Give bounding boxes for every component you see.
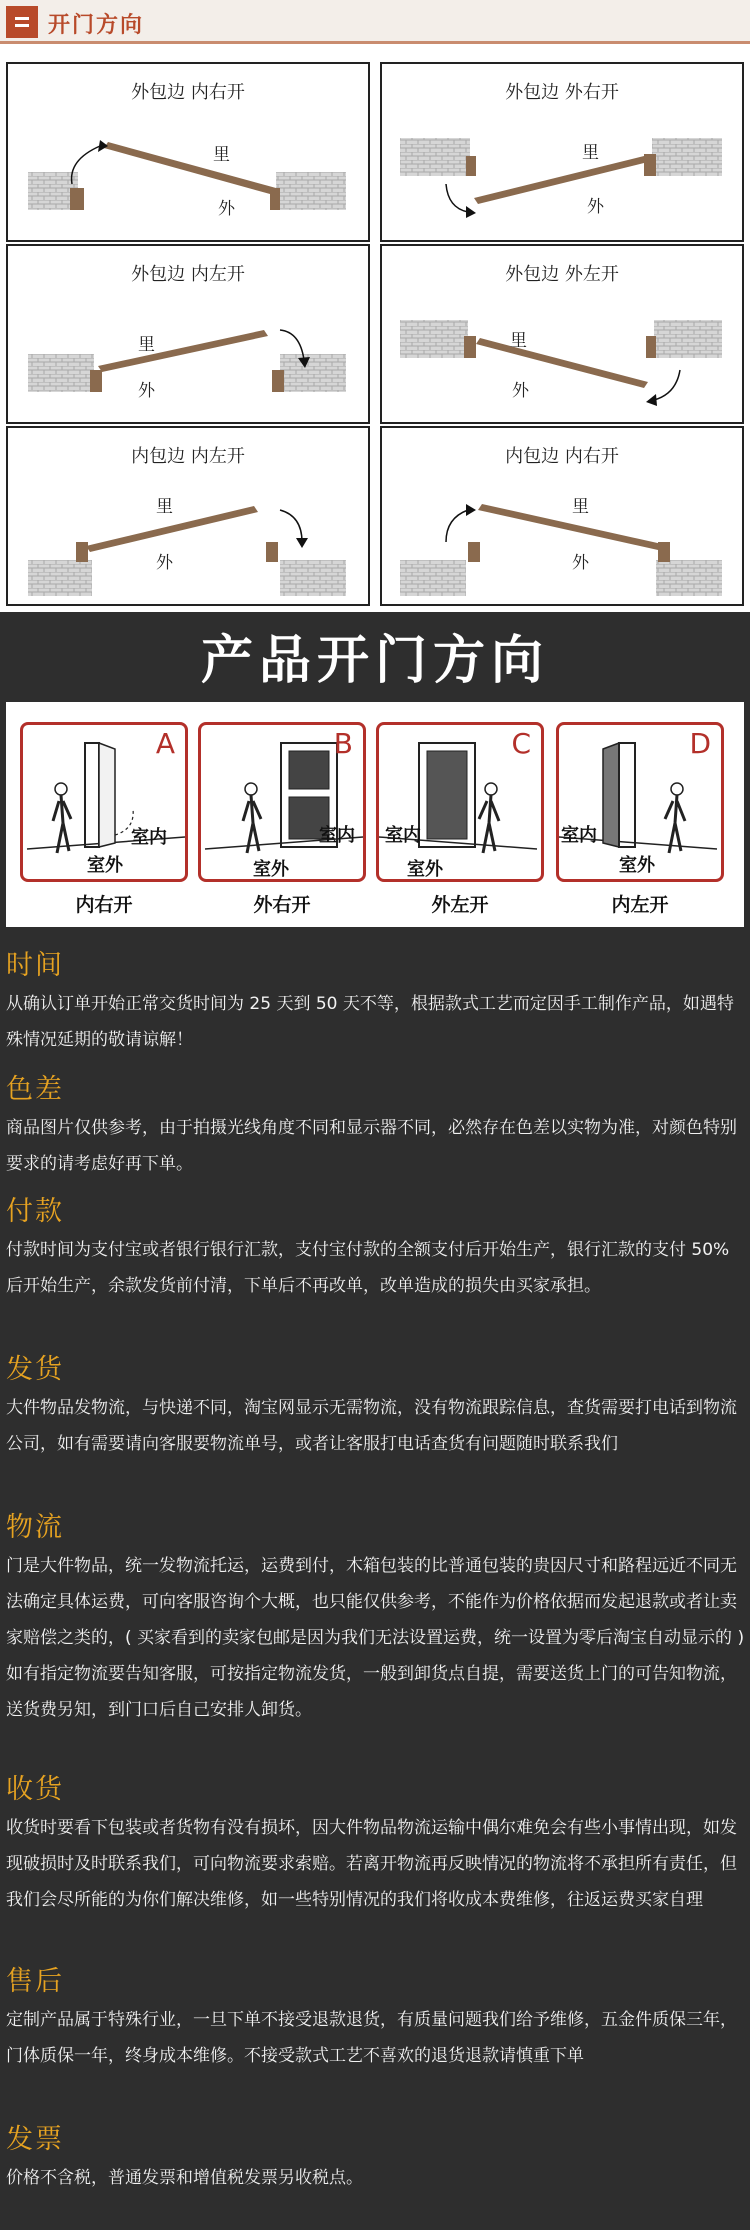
wall-right — [280, 560, 346, 596]
indoor-label: 室内 — [131, 827, 167, 848]
door-caption: 外右开 — [253, 894, 311, 916]
door-type-panel — [6, 702, 744, 927]
diagram-cell — [380, 62, 744, 242]
door-letter: A — [155, 727, 175, 760]
arrow-head-icon — [296, 538, 308, 548]
indoor-label: 室内 — [319, 825, 355, 846]
outdoor-label: 室外 — [253, 859, 289, 880]
wall-left — [28, 560, 92, 596]
door-leaf — [474, 156, 648, 204]
swing-arrow-icon — [446, 184, 468, 212]
wall-right — [656, 560, 722, 596]
swing-arrow-icon — [654, 370, 680, 400]
section-body: 从确认订单开始正常交货时间为 25 天到 50 天不等，根据款式工艺而定因手工制作产品，如遇特殊情况延期的敬请谅解！ — [6, 994, 734, 1050]
door-leaf — [104, 142, 276, 194]
frame-left — [466, 156, 476, 176]
diagram-caption: 外包边 外右开 — [505, 82, 619, 103]
section-title: 开门方向 — [48, 13, 145, 38]
door-card-b — [198, 722, 366, 882]
diagram-cell — [6, 62, 370, 242]
door-letter: D — [689, 727, 711, 760]
section-receiving — [6, 1770, 746, 1918]
section-heading: 售后 — [6, 1966, 64, 1997]
swing-arrow-icon — [280, 510, 302, 542]
section-payment — [6, 1192, 746, 1304]
diagram-cell — [380, 426, 744, 606]
diagram-caption: 外包边 外左开 — [505, 264, 619, 285]
diagram-caption: 外包边 内右开 — [131, 82, 245, 103]
door-leaf — [98, 330, 268, 372]
door-leaf — [476, 338, 648, 388]
frame-right — [646, 336, 656, 358]
diagram-cell — [6, 426, 370, 606]
inner-label: 里 — [213, 145, 230, 165]
frame-right — [272, 370, 284, 392]
door-diagram — [8, 428, 368, 604]
diagram-cell — [6, 244, 370, 424]
diagram-caption: 外包边 内左开 — [131, 264, 245, 285]
outdoor-label: 室外 — [619, 855, 655, 876]
frame-right — [644, 154, 656, 176]
door-diagram — [382, 246, 742, 422]
diagram-cell — [380, 244, 744, 424]
inner-label: 里 — [156, 497, 173, 517]
wall-right — [280, 354, 346, 392]
section-header — [0, 0, 750, 44]
inner-label: 里 — [510, 331, 527, 351]
section-body: 定制产品属于特殊行业，一旦下单不接受退款退货，有质量问题我们给予维修，五金件质保三年，门体质保一年，终身成本维修。不接受款式工艺不喜欢的退货退款请慎重下单 — [6, 2010, 737, 2066]
arrow-head-icon — [466, 206, 476, 218]
wall-left — [400, 138, 470, 176]
swing-arrow-icon — [446, 510, 468, 542]
indoor-label: 室内 — [385, 825, 421, 846]
frame-left — [76, 542, 88, 562]
door-diagram — [8, 64, 368, 240]
door-card-c — [376, 722, 544, 882]
section-heading: 色差 — [6, 1074, 64, 1105]
section-heading: 付款 — [6, 1196, 64, 1227]
section-logistics — [6, 1508, 746, 1728]
inner-label: 里 — [582, 143, 599, 163]
section-shipping — [6, 1350, 746, 1462]
door-caption: 内左开 — [611, 894, 669, 916]
outdoor-label: 室外 — [407, 859, 443, 880]
section-body: 收货时要看下包装或者货物有没有损坏，因大件物品物流运输中偶尔难免会有些小事情出现，如发现破损时及时联系我们，可向物流要求索赔。若离开物流再反映情况的物流将不承担所有责任，但我们会尽所能的为你们解决维修，如一些特别情况的我们将收成本费维修，往返运费买家自理 — [6, 1818, 737, 1910]
section-heading: 发货 — [6, 1354, 64, 1385]
section-heading: 时间 — [6, 950, 64, 981]
frame-left — [464, 336, 476, 358]
section-invoice — [6, 2120, 746, 2196]
opening-direction-section — [0, 0, 750, 612]
door-diagram — [382, 428, 742, 604]
door-caption: 外左开 — [431, 894, 489, 916]
section-body: 大件物品发物流，与快递不同，淘宝网显示无需物流，没有物流跟踪信息，查货需要打电话到物流公司，如有需要请向客服要物流单号，或者让客服打电话查货有问题随时联系我们 — [6, 1398, 737, 1454]
section-after-sales — [6, 1962, 746, 2074]
section-color-difference — [6, 1070, 746, 1182]
section-heading: 收货 — [6, 1774, 64, 1805]
product-title: 产品开门方向 — [200, 631, 549, 691]
outer-label: 外 — [156, 553, 173, 573]
section-heading: 发票 — [6, 2124, 64, 2155]
door-card-a — [20, 722, 188, 882]
outer-label: 外 — [572, 553, 589, 573]
arrow-head-icon — [466, 504, 476, 516]
wall-right — [654, 320, 722, 358]
section-body: 商品图片仅供参考，由于拍摄光线角度不同和显示器不同，必然存在色差以实物为准，对颜色特别要求的请考虑好再下单。 — [6, 1118, 737, 1174]
diagram-caption: 内包边 内左开 — [131, 446, 245, 467]
wall-right — [652, 138, 722, 176]
diagram-grid — [6, 62, 744, 610]
wall-left — [400, 560, 466, 596]
wall-right — [276, 172, 346, 210]
door-letter: C — [511, 727, 531, 760]
frame-left — [70, 188, 84, 210]
outdoor-label: 室外 — [87, 855, 123, 876]
door-diagram — [8, 246, 368, 422]
door-card-d — [556, 722, 724, 882]
outer-label: 外 — [218, 199, 235, 219]
door-caption: 内右开 — [75, 894, 133, 916]
section-time — [6, 946, 746, 1058]
arrow-head-icon — [98, 140, 108, 152]
frame-right — [266, 542, 278, 562]
door-leaf — [478, 504, 662, 550]
wall-left — [28, 354, 94, 392]
section-heading: 物流 — [6, 1512, 64, 1543]
inner-label: 里 — [572, 497, 589, 517]
frame-left — [468, 542, 480, 562]
arrow-head-icon — [646, 394, 657, 406]
wall-left — [400, 320, 468, 358]
outer-label: 外 — [587, 197, 604, 217]
inner-label: 里 — [138, 335, 155, 355]
door-letter: B — [333, 727, 353, 760]
section-body: 付款时间为支付宝或者银行银行汇款，支付宝付款的全额支付后开始生产，银行汇款的支付 50% 后开始生产，余款发货前付清，下单后不再改单，改单造成的损失由买家承担。 — [6, 1240, 730, 1296]
section-body: 门是大件物品，统一发物流托运，运费到付，木箱包装的比普通包装的贵因尺寸和路程远近不同无法确定具体运费，可向客服咨询个大概，也只能仅供参考，不能作为价格依据而发起退款或者让卖家赔偿之类的，( 买家看到的卖家包邮是因为我们无法设置运费，统一设置为零后淘宝自动显示的 ) 如有指定物流要告知客服，可按指定物流发货，一般到卸货点自提，需要送货上门的可告知物流，送货费另知，到门口后自己安排人卸货。 — [6, 1556, 745, 1720]
menu-icon — [6, 6, 38, 38]
outer-label: 外 — [138, 381, 155, 401]
outer-label: 外 — [512, 381, 529, 401]
indoor-label: 室内 — [561, 825, 597, 846]
header-divider — [0, 41, 750, 44]
diagram-caption: 内包边 内右开 — [505, 446, 619, 467]
door-diagram — [382, 64, 742, 240]
section-body: 价格不含税，普通发票和增值税发票另收税点。 — [6, 2168, 363, 2188]
frame-left — [90, 370, 102, 392]
